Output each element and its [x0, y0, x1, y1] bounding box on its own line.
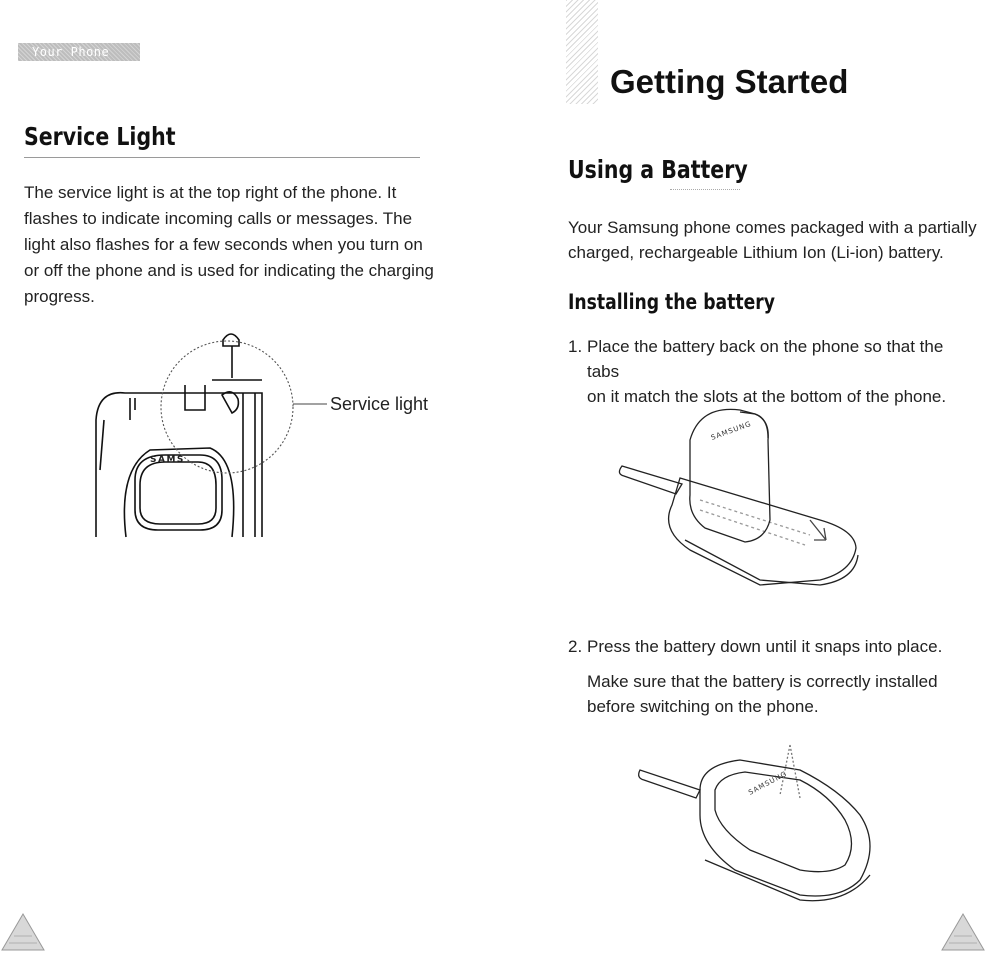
text-line: Press the battery down until it snaps into place. — [587, 637, 943, 656]
text-line: or off the phone and is used for indicating the charging — [24, 261, 434, 280]
antenna — [639, 770, 700, 798]
battery-logo: SAMSUNG — [709, 419, 753, 442]
text-line: on it match the slots at the bottom of the phone. — [587, 387, 947, 406]
text-line: before switching on the phone. — [587, 697, 819, 716]
text-line: progress. — [24, 287, 95, 306]
step-number: 1. — [568, 337, 583, 356]
chapter-title: Getting Started — [610, 63, 849, 100]
battery-pack — [715, 769, 852, 872]
phone-logo: SAMS — [150, 455, 185, 465]
text-line: The service light is at the top right of the phone. It — [24, 183, 397, 202]
section-title-using-battery: Using a Battery — [568, 155, 748, 184]
text-line: flashes to indicate incoming calls or messages. The — [24, 209, 413, 228]
text-line: charged, rechargeable Lithium Ion (Li-ion) battery. — [568, 243, 944, 262]
chapter-tab-label: Your Phone — [32, 45, 110, 59]
text-line: Place the battery back on the phone so that the tabs — [587, 337, 944, 381]
text-line: Make sure that the battery is correctly installed — [587, 672, 938, 691]
callout-label: Service light — [330, 394, 429, 414]
section-title-service-light: Service Light — [24, 122, 176, 151]
battery-logo: SAMSUNG — [747, 769, 789, 797]
page-marker-right — [940, 912, 986, 952]
text-line: Your Samsung phone comes packaged with a partially — [568, 218, 977, 237]
phone-base — [700, 760, 870, 896]
subsection-title-installing: Installing the battery — [568, 290, 776, 314]
step-number: 2. — [568, 637, 583, 656]
text-line: light also flashes for a few seconds when you turn on — [24, 235, 423, 254]
